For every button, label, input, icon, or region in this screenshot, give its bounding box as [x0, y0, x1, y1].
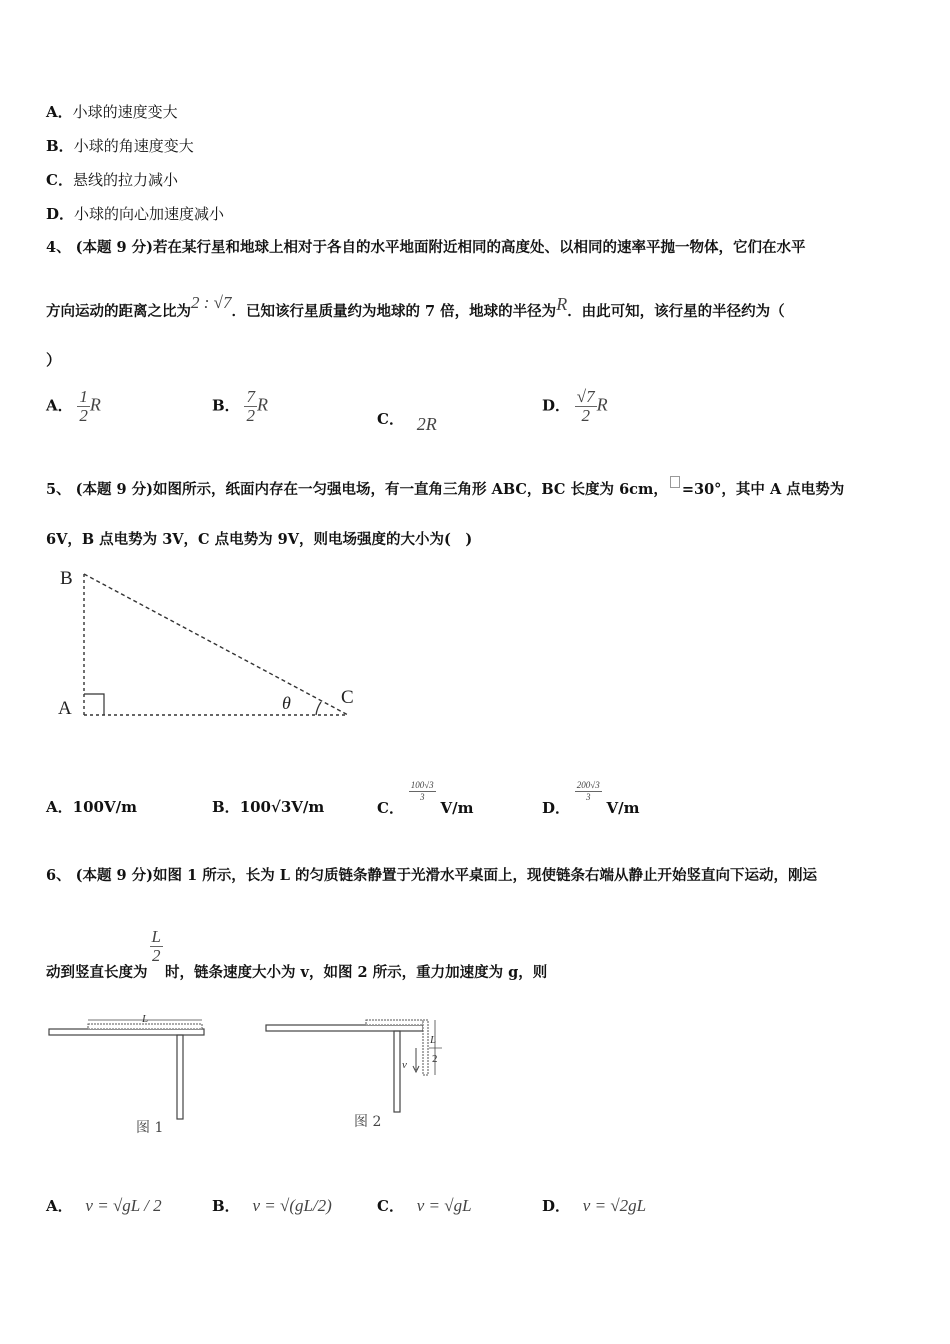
q6-stem-line1: 6、 (本题 9 分)如图 1 所示，长为 L 的匀质链条静置于光滑水平桌面上，现使链条右端从静止开始竖直向下运动，刚运: [46, 867, 818, 884]
fig1-label-l: L: [142, 1013, 149, 1025]
q4-option-b: B． $\frac{7}{2}$ R: [212, 387, 268, 425]
q6-option-d: D． v = √2gL: [542, 1196, 647, 1215]
q4-option-d: D． $\frac{√7}{2}$ R: [542, 387, 608, 425]
q5-stem-line1: 5、 (本题 9 分)如图所示，纸面内存在一匀强电场，有一直角三角形 ABC，BC 长度为 6cm， =30°，其中 A 点电势为: [46, 480, 844, 500]
q3-option-b: B．小球的角速度变大: [46, 137, 194, 155]
q4-stem-line3: ）: [46, 351, 62, 369]
q4-option-d-fraction: $\frac{√7}{2}$: [576, 387, 595, 425]
q6-stem-line2: 动到竖直长度为 $\frac{L}{2}$ 时，链条速度大小为 v，如图 2 所示，重力加速度为 g，则: [46, 927, 548, 981]
fig2-label-v: v: [402, 1059, 407, 1071]
q5-triangle-figure: [50, 560, 370, 730]
theta-arc: [316, 702, 321, 715]
q5-option-c: C． $\frac{100√3}{3}$ V/m: [377, 780, 474, 817]
q4-ratio: 2 : √7: [191, 293, 232, 312]
q4-option-a-fraction: $\frac{1}{2}$: [79, 387, 88, 425]
q4-stem-line2: 方向运动的距离之比为2 : √7．已知该行星质量约为地球的 7 倍，地球的半径为R．由此可知，该行星的半径约为（: [46, 293, 785, 320]
q3-option-c: C．悬线的拉力减小: [46, 171, 178, 189]
q5-option-b: B．100√3V/m: [212, 798, 325, 816]
q6-length-fraction: $\frac{L}{2}$: [151, 927, 161, 965]
fig2-table-leg: [394, 1031, 400, 1112]
label-theta: θ: [282, 693, 291, 713]
side-bc: [84, 574, 348, 715]
fig2-table: [266, 1025, 423, 1031]
q6-option-a: A． v = √gL / 2: [46, 1196, 162, 1215]
label-b: B: [60, 568, 73, 589]
right-angle-mark: [84, 694, 104, 715]
q3-option-d: D．小球的向心加速度减小: [46, 205, 225, 223]
fig2-label-l: L: [430, 1034, 437, 1046]
q4-option-b-fraction: $\frac{7}{2}$: [246, 387, 255, 425]
q4-stem-line1: 4、 (本题 9 分)若在某行星和地球上相对于各自的水平地面附近相同的高度处、以相同的速率平抛一物体，它们在水平: [46, 239, 806, 256]
fig1-caption: 图 1: [136, 1120, 164, 1136]
missing-theta-glyph: [670, 476, 680, 488]
q4-radius-symbol: R: [556, 294, 568, 314]
q6-option-c: C． v = √gL: [377, 1196, 472, 1215]
q6-chain-figures: [46, 1008, 456, 1148]
q5-option-d: D． $\frac{200√3}{3}$ V/m: [542, 780, 640, 817]
fig1-table-leg: [177, 1035, 183, 1119]
q5-option-d-fraction: $\frac{200√3}{3}$: [576, 780, 600, 802]
q5-option-c-fraction: $\frac{100√3}{3}$: [410, 780, 434, 802]
q4-option-c: C． 2R: [377, 410, 437, 434]
q5-stem-line2: 6V，B 点电势为 3V，C 点电势为 9V，则电场强度的大小为( ): [46, 531, 473, 548]
q4-option-a: A． $\frac{1}{2}$ R: [46, 387, 101, 425]
q5-option-a: A．100V/m: [46, 798, 137, 816]
q6-option-b: B． v = √(gL/2): [212, 1196, 332, 1215]
label-c: C: [341, 687, 354, 708]
fig2-caption: 图 2: [354, 1114, 382, 1130]
fig1-table: [49, 1029, 204, 1035]
q3-option-a: A．小球的速度变大: [46, 103, 178, 121]
label-a: A: [58, 698, 72, 719]
fig2-label-2: 2: [432, 1053, 438, 1065]
